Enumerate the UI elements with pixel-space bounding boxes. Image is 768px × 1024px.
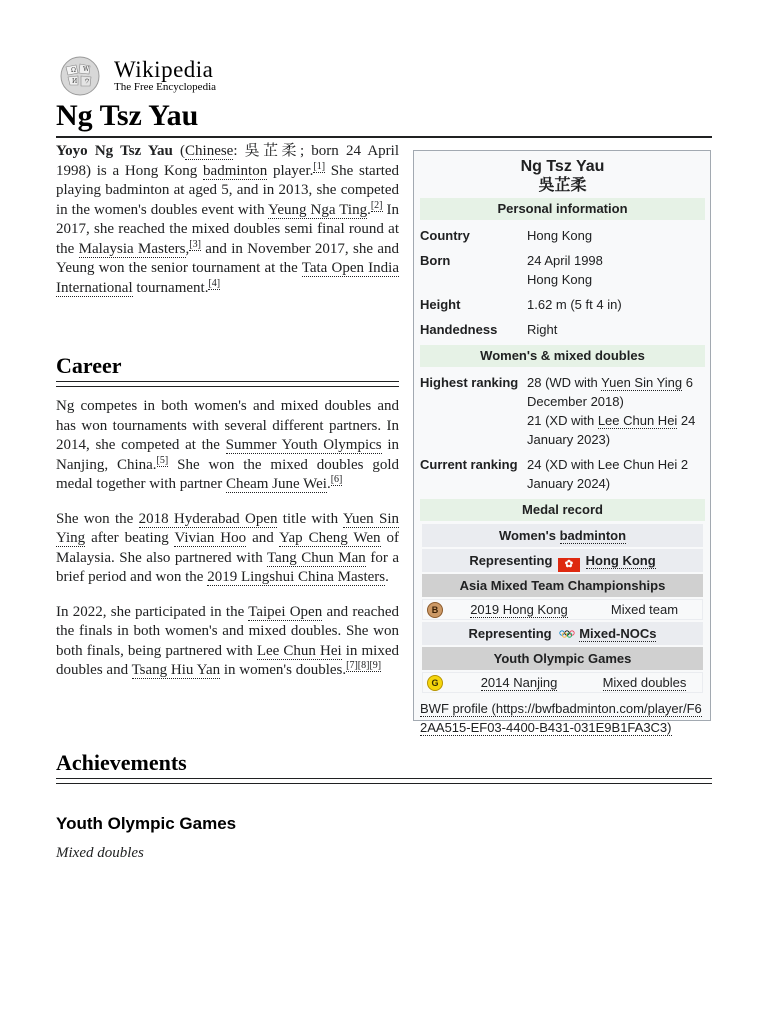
link-chinese[interactable]: Chinese [185, 143, 234, 159]
wordmark-title: Wikipedia [114, 56, 214, 82]
career-text: after beating [85, 530, 175, 546]
gold-medal-icon: G [427, 675, 443, 691]
link-tata-open[interactable]: Tata Open India International [56, 260, 399, 296]
svg-text:И: И [72, 78, 78, 85]
value-height: 1.62 m (5 ft 4 in) [527, 297, 622, 312]
infobox-row-born [420, 248, 705, 292]
highest-ranking-xd [527, 411, 705, 449]
link-tsang-hiu-yan[interactable]: Tsang Hiu Yan [131, 662, 221, 678]
link-yeung-nga-ting[interactable]: Yeung Nga Ting [268, 201, 368, 218]
career-text: of Malaysia. She also partnered with [56, 530, 399, 566]
intro-text: . [367, 201, 371, 218]
infobox-name: Ng Tsz Yau [520, 158, 605, 175]
ranking-text: 6 December 2018) [527, 375, 693, 409]
reference-4[interactable]: [4] [208, 277, 221, 289]
value-born [527, 251, 705, 289]
infobox-row-highest-ranking [420, 370, 705, 452]
link-hong-kong[interactable]: Hong Kong [585, 553, 656, 568]
references-7-8-9[interactable]: [7][8][9] [346, 660, 382, 671]
career-text: title with [277, 510, 343, 527]
olympic-rings-icon [559, 630, 575, 638]
ranking-text: 21 (XD with [527, 413, 598, 428]
reference-5[interactable]: [5] [156, 454, 169, 466]
born-place: Hong Kong [527, 272, 593, 287]
medal-event-cell [451, 675, 587, 690]
medal-representing-mixed-nocs [422, 622, 703, 645]
ranking-text: 24 January 2023) [527, 413, 696, 447]
value-current-ranking: 24 (XD with Lee Chun Hei 2 January 2024) [527, 457, 689, 491]
medal-row-bronze [422, 599, 703, 620]
intro-paragraph [56, 142, 399, 298]
page-title: Ng Tsz Yau [56, 96, 712, 138]
link-badminton[interactable]: badminton [203, 162, 268, 179]
career-paragraph-2 [56, 510, 399, 588]
career-text: She won the [56, 510, 139, 527]
career-text: in Nanjing, China. [56, 437, 399, 473]
medal-row-gold [422, 672, 703, 693]
article-body [56, 142, 399, 311]
born-date: 24 April 1998 [527, 253, 603, 268]
intro-text: In 2017, she reached the mixed doubles semi final round at the [56, 201, 400, 257]
reference-1[interactable]: [1] [313, 160, 326, 172]
link-mixed-nocs[interactable]: Mixed-NOCs [579, 626, 657, 641]
representing-label: Representing [468, 626, 556, 641]
medal-category-cell [587, 675, 702, 690]
link-yuen-sin-ying-infobox[interactable]: Yuen Sin Ying [601, 375, 683, 390]
intro-text: and in November 2017, she and Yeung won the senior tournament at the [56, 240, 399, 276]
reference-6[interactable]: [6] [330, 474, 343, 485]
section-heading-achievements: Achievements [56, 748, 712, 779]
bronze-medal-icon: B [427, 602, 443, 618]
career-text: in women's doubles. [220, 662, 347, 678]
link-lee-chun-hei-infobox[interactable]: Lee Chun Hei [597, 413, 678, 428]
medal-representing-hong-kong [422, 549, 703, 572]
intro-text: ( [172, 143, 186, 159]
link-2019-lingshui-china-masters[interactable]: 2019 Lingshui China Masters [207, 569, 386, 585]
medal-competition-asia-mixed-team: Asia Mixed Team Championships [422, 574, 703, 597]
infobox-header-medal-record: Medal record [420, 499, 705, 521]
career-text: In 2022, she participated in the [56, 603, 249, 620]
wordmark[interactable] [114, 56, 217, 94]
medal-sport-header [422, 524, 703, 547]
svg-text:W: W [83, 66, 90, 73]
section-heading-career: Career [56, 351, 399, 382]
link-bwf-profile[interactable]: BWF profile (https://bwfbadminton.com/player/F62AA515-EF03-4400-B431-031E9B1FA3C3) [420, 701, 702, 735]
infobox-header-events: Women's & mixed doubles [420, 345, 705, 367]
intro-text: : 吳芷柔; born 24 April 1998) is a Hong Kong [56, 143, 399, 179]
intro-text: tournament. [132, 279, 209, 296]
value-highest-ranking [527, 373, 705, 449]
link-2018-hyderabad-open[interactable]: 2018 Hyderabad Open [138, 510, 278, 527]
intro-text: She started playing badminton at aged 5, and in 2013, she competed in the women's doubles event with [56, 162, 400, 218]
infobox-header-personal: Personal information [420, 198, 705, 220]
representing-label: Representing [469, 553, 556, 568]
site-header [56, 54, 216, 98]
wordmark-tagline: The Free Encyclopedia [114, 80, 217, 93]
label-height: Height [420, 297, 461, 312]
career-text: in mixed doubles and [56, 642, 399, 678]
label-current-ranking: Current ranking [420, 457, 518, 472]
link-malaysia-masters[interactable]: Malaysia Masters [78, 240, 186, 257]
infobox-row-country [420, 223, 705, 248]
reference-3[interactable]: [3] [189, 238, 201, 250]
link-taipei-open[interactable]: Taipei Open [248, 603, 323, 620]
label-highest-ranking: Highest ranking [420, 375, 519, 390]
link-2019-hong-kong[interactable]: 2019 Hong Kong [470, 602, 568, 617]
svg-text:ウ: ウ [84, 78, 91, 85]
career-text: . [326, 476, 331, 492]
link-cheam-june-wei[interactable]: Cheam June Wei [225, 476, 327, 492]
career-paragraph-1 [56, 397, 399, 495]
subsection-heading-youth-olympic-games: Youth Olympic Games [56, 814, 237, 833]
career-text: She won the mixed doubles gold medal together with partner [56, 456, 400, 492]
intro-text: player. [267, 162, 314, 179]
link-badminton-medal[interactable]: badminton [559, 528, 627, 543]
label-country: Country [420, 228, 470, 243]
reference-2[interactable]: [2] [370, 199, 383, 211]
svg-text:Ω: Ω [71, 67, 76, 74]
career-text: Ng competes in both women's and mixed doubles and has won tournaments with several different partners. In 2014, she competed at the [56, 398, 399, 453]
career-text: . [385, 569, 389, 585]
medal-competition-youth-olympic-games: Youth Olympic Games [422, 647, 703, 670]
link-yuen-sin-ying[interactable]: Yuen Sin Ying [56, 510, 399, 546]
hong-kong-flag-icon: ✿ [558, 558, 580, 572]
infobox-row-height [420, 292, 705, 317]
infobox-row-current-ranking [420, 452, 705, 496]
highest-ranking-wd [527, 373, 705, 411]
link-vivian-hoo[interactable]: Vivian Hoo [174, 530, 247, 546]
link-mixed-doubles[interactable]: Mixed doubles [602, 675, 687, 690]
career-text: for a brief period and won the [56, 549, 399, 585]
infobox-row-handedness [420, 317, 705, 342]
link-yap-cheng-wen[interactable]: Yap Cheng Wen [279, 530, 381, 546]
link-2014-nanjing[interactable]: 2014 Nanjing [480, 675, 558, 690]
bwf-profile-cell [420, 699, 705, 737]
intro-text: , [185, 240, 190, 257]
value-handedness: Right [527, 322, 558, 337]
career-text: and reached the finals in both women's and mixed doubles. She won both finals, being partnered with [56, 603, 399, 659]
label-born: Born [420, 253, 451, 268]
career-body [56, 397, 399, 694]
ranking-text: 28 (WD with [527, 375, 602, 390]
infobox-native-name: 吳芷柔 [538, 177, 587, 194]
link-summer-youth-olympics[interactable]: Summer Youth Olympics [225, 437, 382, 453]
sport-prefix: Women's [498, 528, 560, 543]
career-paragraph-3 [56, 603, 399, 681]
value-country: Hong Kong [527, 228, 593, 243]
link-tang-chun-man[interactable]: Tang Chun Man [267, 549, 366, 566]
link-lee-chun-hei[interactable]: Lee Chun Hei [256, 642, 342, 659]
career-text: and [246, 530, 280, 546]
table-caption-mixed-doubles: Mixed doubles [56, 845, 144, 861]
wikipedia-globe-logo[interactable] [56, 55, 104, 97]
medal-category: Mixed team [610, 602, 679, 617]
label-handedness: Handedness [420, 322, 498, 337]
medal-event-cell [451, 602, 587, 617]
infobox [413, 150, 711, 735]
subject-name: Yoyo Ng Tsz Yau [56, 143, 173, 159]
